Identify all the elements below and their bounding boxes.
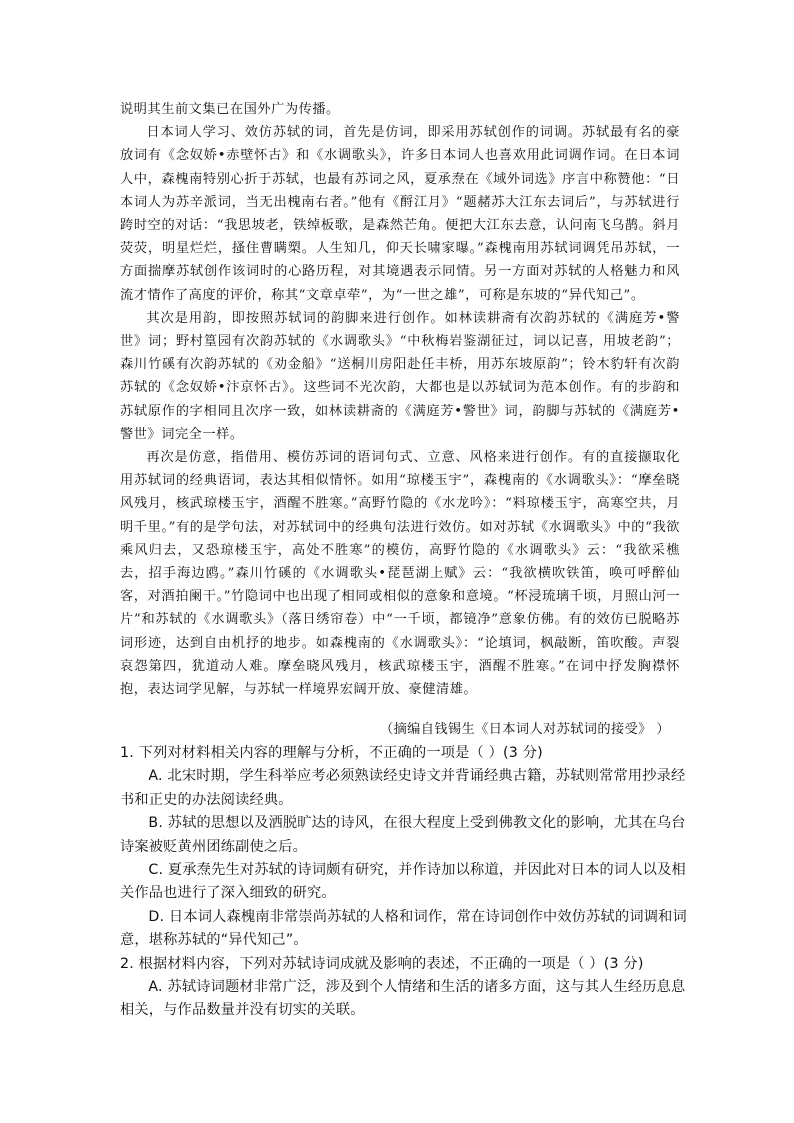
question-stem: 1. 下列对材料相关内容的理解与分析，不正确的一项是（ ）(3 分) bbox=[120, 745, 543, 761]
question-section bbox=[120, 742, 688, 1023]
option-a: A. 北宋时期，学生科举应考必须熟读经史诗文并背诵经典古籍，苏轼则常常用抄录经书和正史的办法阅读经典。 bbox=[120, 768, 686, 808]
passage-text bbox=[120, 98, 680, 701]
question-stem: 2. 根据材料内容，下列对苏轼诗词成就及影响的表述，不正确的一项是（ ）(3 分) bbox=[120, 955, 644, 972]
passage-paragraph: 其次是用韵，即按照苏轼词的韵脚来进行创作。如林读耕斋有次韵苏轼的《满庭芳•警世》词；野村篁园有次韵苏轼的《水调歌头》“中秋梅岩鉴湖征过，词以记喜，用坡老韵”；森川竹磎有次韵苏轼的《劝金船》“送桐川房阳赴任丰桥，用苏东坡原韵”；铃木豹轩有次韵苏轼的《念奴娇•汴京怀古》。这些词不光次韵，大都也是以苏轼词为范本创作。有的步韵和苏轼原作的字相同且次序一致，如林读耕斋的《满庭芳•警世》词，韵脚与苏轼的《满庭芳•警世》词完全一样。 bbox=[120, 310, 680, 442]
option-c: C. 夏承焘先生对苏轼的诗词颇有研究，并作诗加以称道，并因此对日本的词人以及相关作品也进行了深入细致的研究。 bbox=[120, 862, 686, 902]
passage-paragraph: 再次是仿意，指借用、模仿苏词的语词句式、立意、风格来进行创作。有的直接撷取化用苏轼词的经典语词，表达其相似情怀。如用“琼楼玉宇”，森槐南的《水调歌头》：“摩垒晓风残月，核武琼楼玉宇，酒醒不胜寒。”高野竹隐的《水龙吟》：“料琼楼玉宇，高寒空共，月明千里。”有的是学句法，对苏轼词中的经典句法进行效仿。如对苏轼《水调歌头》中的“我欲乘风归去，又恐琼楼玉宇，高处不胜寒”的模仿，高野竹隐的《水调歌头》云：“我欲采樵去，招手海边鸥。”森川竹磎的《水调歌头•琵琶湖上赋》云：“我欲横吹铁笛，唤可呼醉仙客，对酒拍阑干。”竹隐词中也出现了相同或相似的意象和意境。“杯浸琉璃千顷，月照山河一片”和苏轼的《水调歌头》（落日绣帘卷）中“一千顷，都镜净”意象仿佛。有的效仿已脱略苏词形迹，达到自由机抒的地步。如森槐南的《水调歌头》：“论填词，枫敲断，笛吹酸。声裂哀怨第四，犹道动人难。摩垒晓风残月，核武琼楼玉宇，酒醒不胜寒。”在词中抒发胸襟怀抱，表达词学见解，与苏轼一样境界宏阔开放、豪健清雄。 bbox=[120, 450, 680, 698]
passage-paragraph: 日本词人学习、效仿苏轼的词，首先是仿词，即采用苏轼创作的词调。苏轼最有名的豪放词有《念奴娇•赤壁怀古》和《水调歌头》，许多日本词人也喜欢用此词调作词。在日本词人中，森槐南特别心折于苏轼，也最有苏词之风，夏承焘在《域外词选》序言中称赞他：“日本词人为苏辛派词，当无出槐南右者。”他有《酹江月》“题赭苏大江东去词后”，与苏轼进行跨时空的对话：“我思坡老，铁绰板歌，是森然芒角。便把大江东去意，认问南飞乌鹊。斜月荧荧，明星烂烂，搔住曹瞒槊。人生知几，仰天长啸家曝。”森槐南用苏轼词调凭吊苏轼，一方面揣摩苏轼创作该词时的心路历程，对其境遇表示同情。另一方面对苏轼的人格魅力和风流才情作了高度的评价，称其“文章卓荦”，为“一世之雄”，可称是东坡的“异代知己”。 bbox=[120, 125, 680, 303]
question-1 bbox=[120, 742, 688, 953]
option-a: A. 苏轼诗词题材非常广泛，涉及到个人情绪和生活的诸多方面，这与其人生经历息息相关，与作品数量并没有切实的关联。 bbox=[120, 979, 686, 1019]
source-citation: （摘编自钱锡生《日本词人对苏轼词的接受》 ） bbox=[380, 722, 670, 737]
question-2 bbox=[120, 953, 688, 1023]
option-b: B. 苏轼的思想以及洒脱旷达的诗风，在很大程度上受到佛教文化的影响，尤其在乌台诗案被贬黄州团练副使之后。 bbox=[120, 815, 686, 855]
passage-paragraph: 说明其生前文集已在国外广为传播。 bbox=[120, 102, 340, 117]
option-d: D. 日本词人森槐南非常崇尚苏轼的人格和词作，常在诗词创作中效仿苏轼的词调和词意，堪称苏轼的“异代知己”。 bbox=[120, 908, 687, 949]
